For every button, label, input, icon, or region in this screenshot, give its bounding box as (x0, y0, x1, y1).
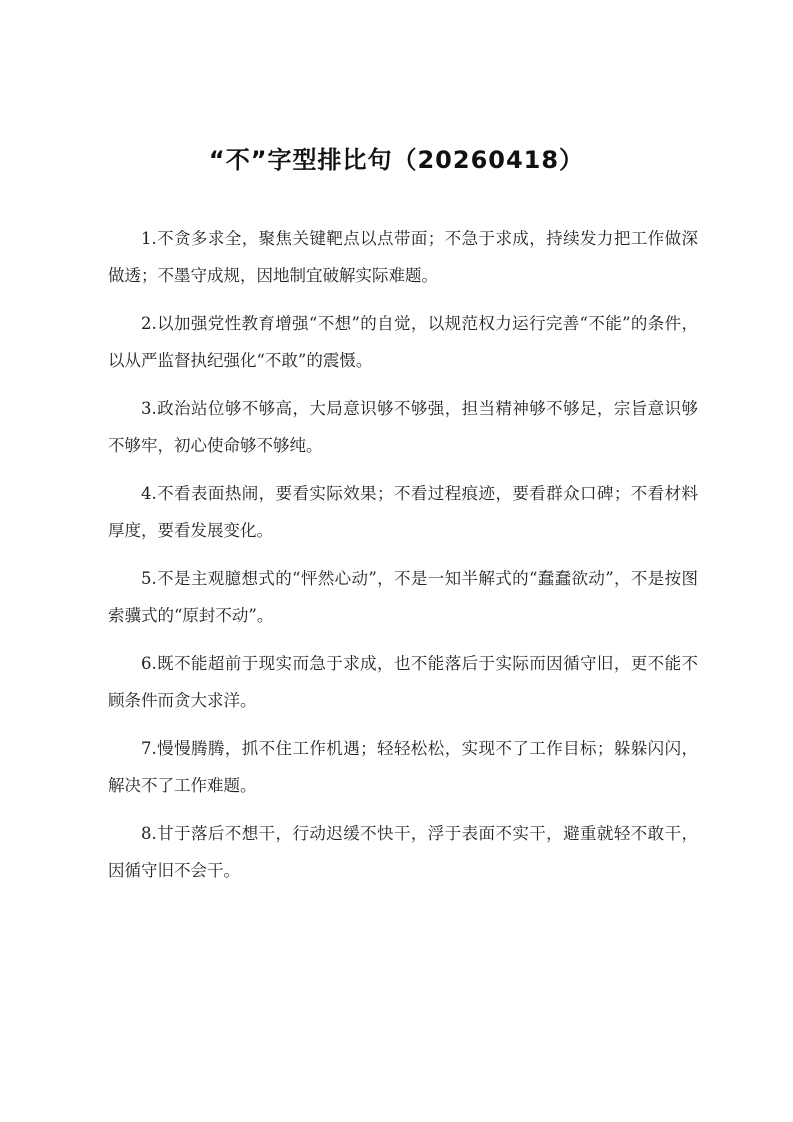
paragraph-7: 7.慢慢腾腾，抓不住工作机遇；轻轻松松，实现不了工作目标；躲躲闪闪，解决不了工作难题。 (108, 739, 698, 795)
document-title: “不”字型排比句（20260418） (208, 146, 585, 174)
paragraph-6: 6.既不能超前于现实而急于求成，也不能落后于实际而因循守旧，更不能不顾条件而贪大求洋。 (108, 654, 698, 710)
paragraph-5: 5.不是主观臆想式的“怦然心动”，不是一知半解式的“蠢蠢欲动”，不是按图索骥式的“原封不动”。 (108, 569, 698, 625)
paragraph-3: 3.政治站位够不够高，大局意识够不够强，担当精神够不够足，宗旨意识够不够牢，初心使命够不够纯。 (108, 399, 698, 455)
paragraph-2: 2.以加强党性教育增强“不想”的自觉，以规范权力运行完善“不能”的条件，以从严监督执纪强化“不敢”的震慑。 (108, 314, 698, 370)
paragraph-1: 1.不贪多求全，聚焦关键靶点以点带面；不急于求成，持续发力把工作做深做透；不墨守成规，因地制宜破解实际难题。 (108, 229, 698, 285)
paragraph-8: 8.甘于落后不想干，行动迟缓不快干，浮于表面不实干，避重就轻不敢干，因循守旧不会干。 (108, 824, 698, 880)
document-body (108, 220, 698, 900)
paragraph-4: 4.不看表面热闹，要看实际效果；不看过程痕迹，要看群众口碑；不看材料厚度，要看发展变化。 (108, 484, 698, 540)
